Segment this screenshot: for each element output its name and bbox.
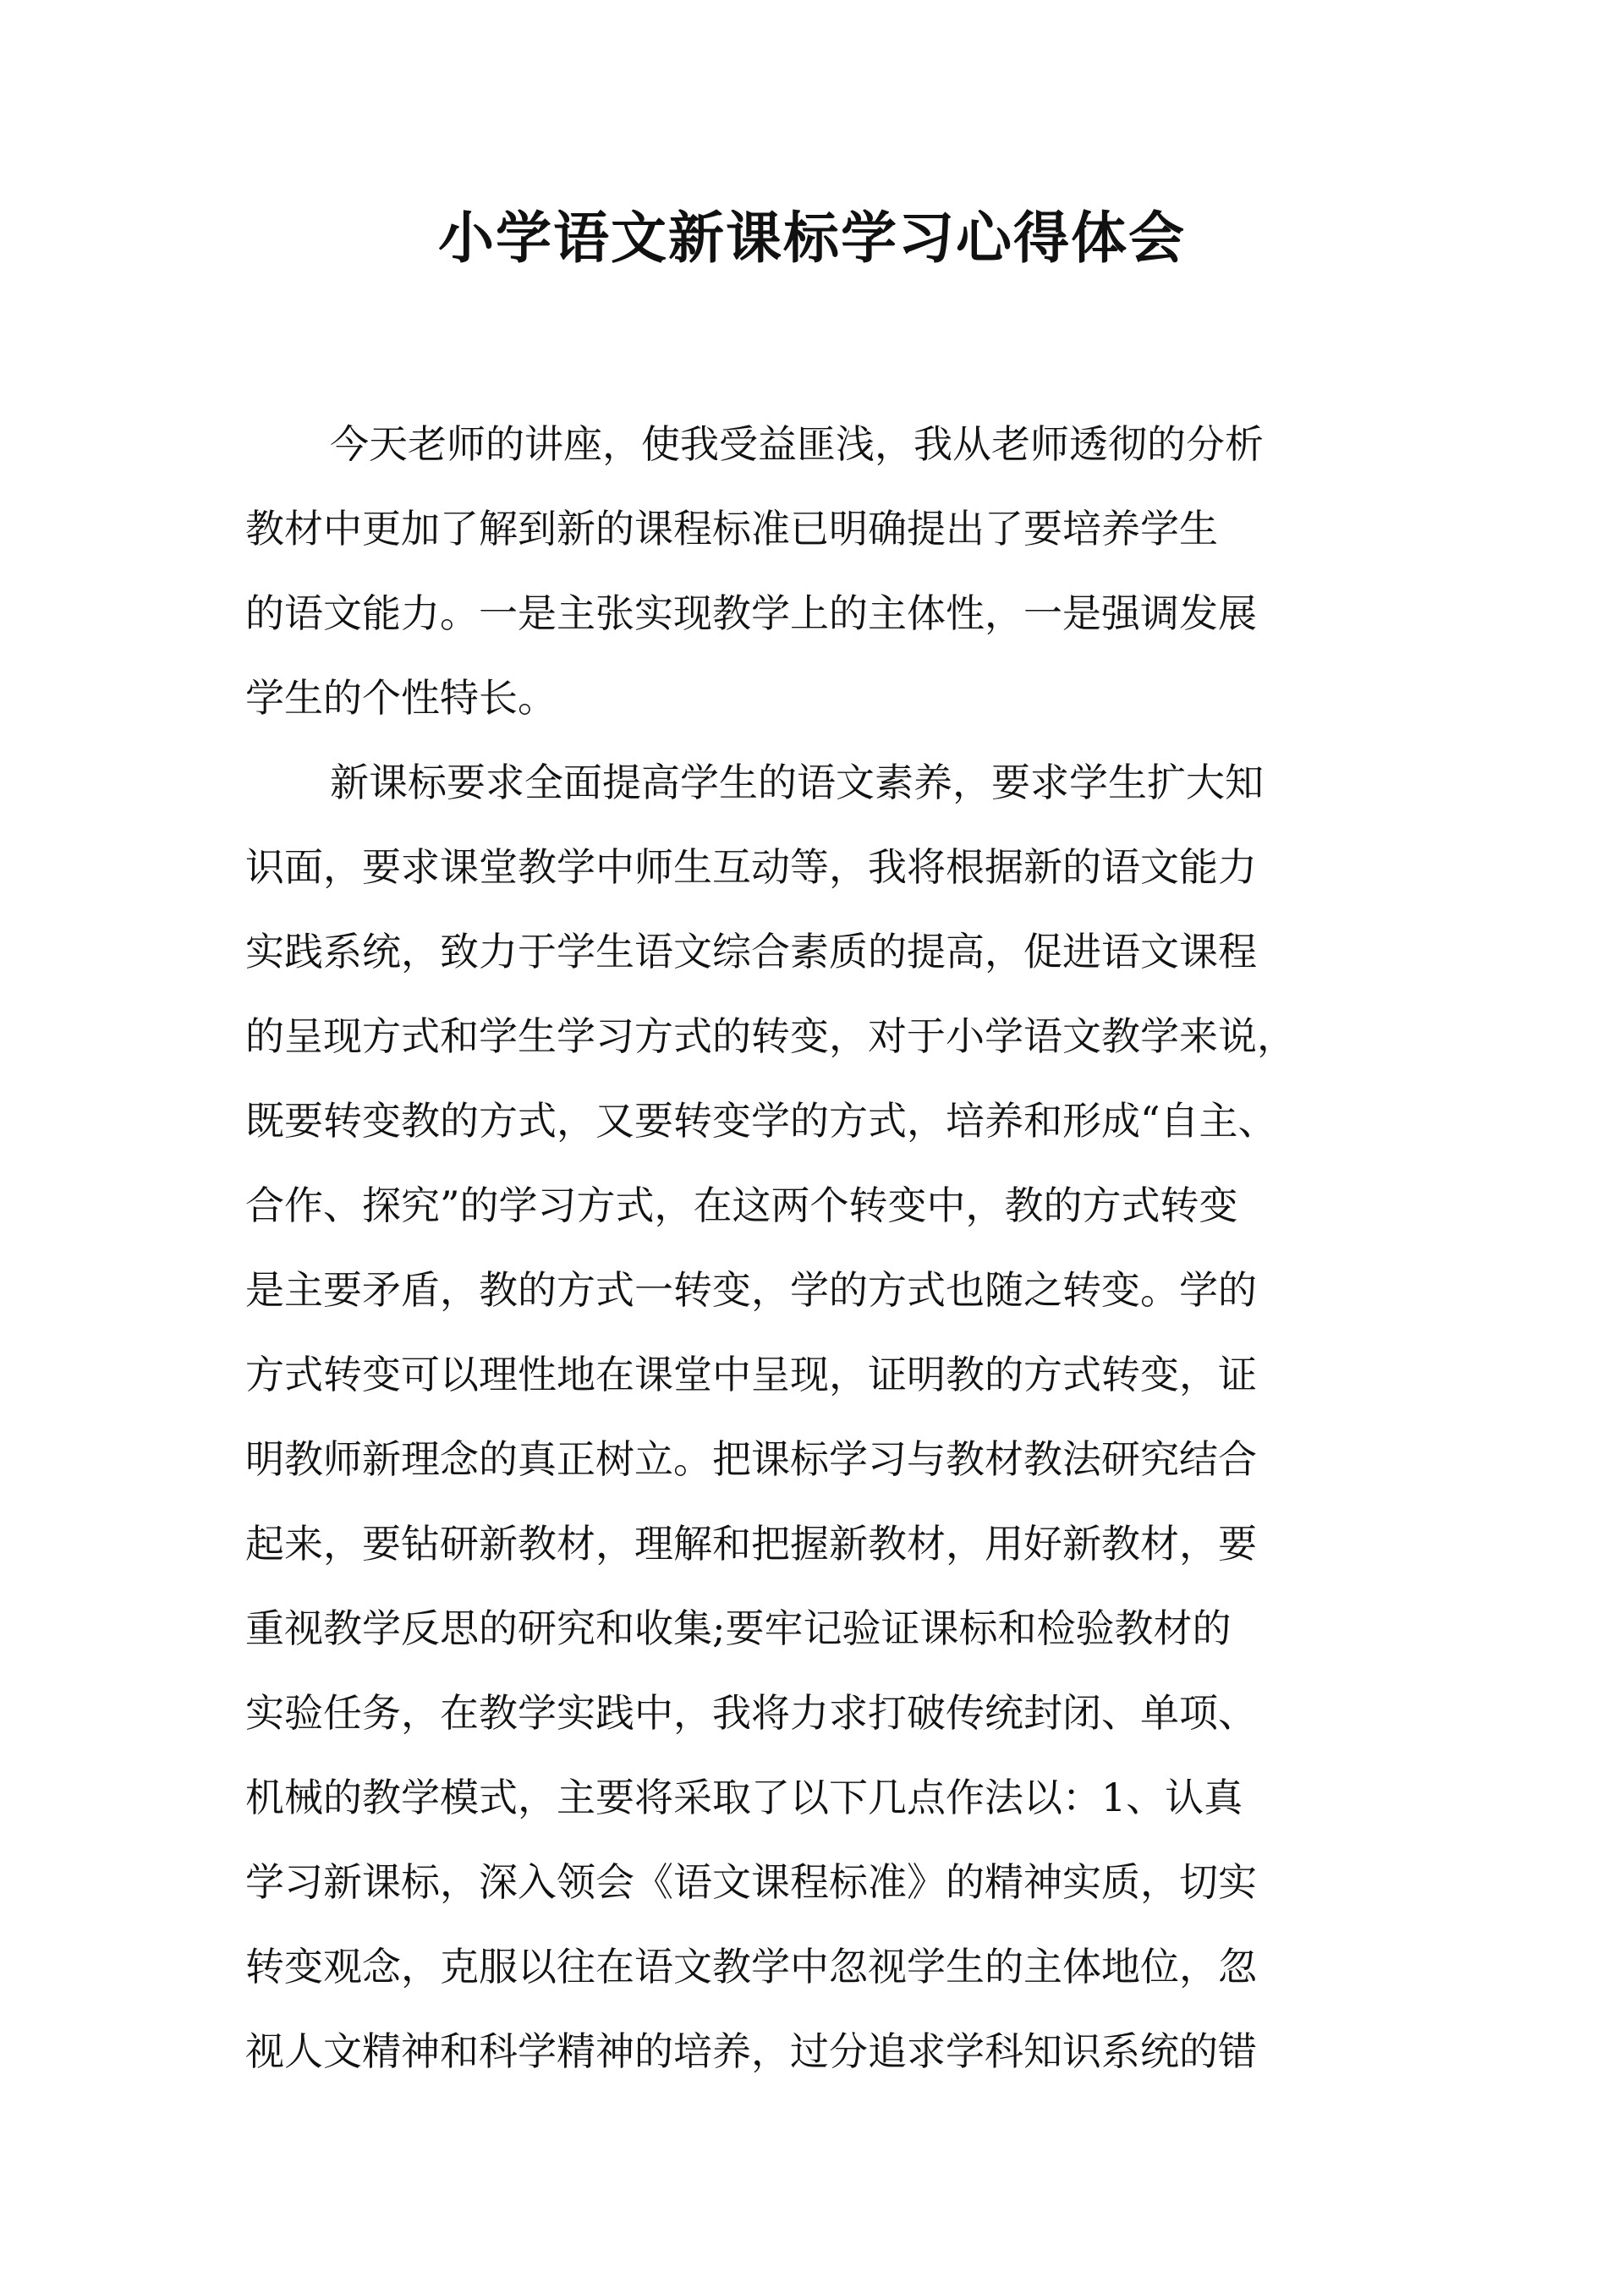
text-line: 学生的个性特长。 xyxy=(245,675,557,721)
text-line: 实践系统，致力于学生语文综合素质的提高，促进语文课程 xyxy=(245,929,1257,974)
text-line: 的呈现方式和学生学习方式的转变，对于小学语文教学来说， xyxy=(245,1013,1296,1059)
text-line: 实验任务，在教学实践中，我将力求打破传统封闭、单项、 xyxy=(245,1690,1257,1736)
text-line: 转变观念，克服以往在语文教学中忽视学生的主体地位，忽 xyxy=(245,1944,1257,1989)
text-line: 教材中更加了解到新的课程标准已明确提出了要培养学生 xyxy=(245,506,1218,552)
paragraph-2 xyxy=(245,740,1379,2094)
text-line: 新课标要求全面提高学生的语文素养，要求学生扩大知 xyxy=(330,760,1264,805)
text-line: 合作、探究”的学习方式，在这两个转变中，教的方式转变 xyxy=(245,1183,1238,1228)
text-line: 视人文精神和科学精神的培养，过分追求学科知识系统的错 xyxy=(245,2028,1257,2074)
text-line: 的语文能力。一是主张实现教学上的主体性，一是强调发展 xyxy=(245,590,1257,636)
text-line: 重视教学反思的研究和收集;要牢记验证课标和检验教材的 xyxy=(245,1605,1232,1651)
text-line: 明教师新理念的真正树立。把课标学习与教材教法研究结合 xyxy=(245,1436,1257,1482)
text-line: 机械的教学模式，主要将采取了以下几点作法以：1、认真 xyxy=(245,1775,1243,1820)
text-line: 学习新课标，深入领会《语文课程标准》的精神实质，切实 xyxy=(245,1859,1257,1905)
paragraph-1 xyxy=(245,402,1379,740)
document-body xyxy=(245,402,1379,2094)
text-line: 起来，要钻研新教材，理解和把握新教材，用好新教材，要 xyxy=(245,1521,1257,1567)
text-line: 是主要矛盾，教的方式一转变，学的方式也随之转变。学的 xyxy=(245,1267,1257,1313)
document-title: 小学语文新课标学习心得体会 xyxy=(438,206,1186,271)
text-line: 方式转变可以理性地在课堂中呈现，证明教的方式转变，证 xyxy=(245,1352,1257,1397)
text-line: 既要转变教的方式，又要转变学的方式，培养和形成“自主、 xyxy=(245,1098,1277,1144)
text-line: 今天老师的讲座，使我受益匪浅，我从老师透彻的分析 xyxy=(330,421,1264,467)
text-line: 识面，要求课堂教学中师生互动等，我将根据新的语文能力 xyxy=(245,844,1257,890)
